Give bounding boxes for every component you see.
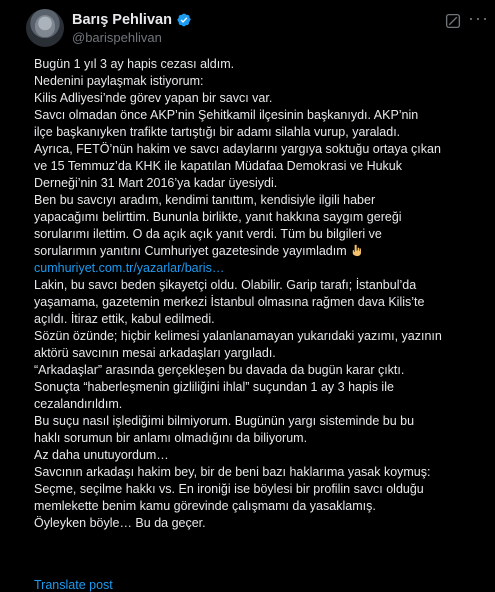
tweet-line: Lakin, bu savcı beden şikayetçi oldu. Olabilir. Garip tarafı; İstanbul’da [34,278,417,292]
author-display-name[interactable]: Barış Pehlivan [72,12,172,28]
tweet-line: Ayrıca, FETÖ’nün hakim ve savcı adaylarını yargıya soktuğu ortaya çıkan [34,142,441,156]
tweet-line-text: sorularımın yanıtını Cumhuriyet gazetesinde yayımladım [34,244,347,258]
tweet-line: Seçme, seçilme hakkı vs. En ironiği ise böylesi bir profilin savcı olduğu [34,482,424,496]
translate-post-link[interactable]: Translate post [34,578,113,592]
tweet-line: Nedenini paylaşmak istiyorum: [34,74,204,88]
tweet-line: haklı sorumun bir anlamı olmadığını da biliyorum. [34,431,308,445]
pointing-down-emoji-icon [350,244,363,257]
author-name-row [72,11,192,29]
tweet-line: Öyleyken böyle… Bu da geçer. [34,516,206,530]
tweet-line: sorularımı ilettim. O da açık açık yanıt verdi. Tüm bu bilgileri ve [34,227,382,241]
tweet-line: memlekette benim kamu görevinde çalışmamı da yasaklamış. [34,499,376,513]
tweet-line: aktörü savcının mesai arkadaşları yargıladı. [34,346,276,360]
tweet-line: Bu suçu nasıl işlediğimi bilmiyorum. Bugünün yargı sisteminde bu bu [34,414,415,428]
tweet-line: Sözün özünde; hiçbir kelimesi yalanlanamayan yukarıdaki yazımı, yazının [34,329,442,343]
tweet-line: açıldı. İtiraz ettik, kabul edilmedi. [34,312,215,326]
article-link-text[interactable]: cumhuriyet.com.tr/yazarlar/baris… [34,261,225,275]
tweet-line: Derneği’nin 31 Mart 2016’ya kadar üyesiydi. [34,176,278,190]
tweet-line: Ben bu savcıyı aradım, kendimi tanıttım, kendisiyle ilgili haber [34,193,376,207]
tweet-header [26,8,489,48]
tweet-line: Bugün 1 yıl 3 ay hapis cezası aldım. [34,57,235,71]
tweet-line: cezalandırıldım. [34,397,123,411]
verified-badge-icon [176,12,192,28]
tweet-line: Savcı olmadan önce AKP’nin Şehitkamil ilçesinin başkanıydı. AKP’nin [34,108,419,122]
tweet-line: yapacağımı belirttim. Bununla birlikte, yanıt hakkına saygım gereği [34,210,402,224]
tweet-line: Az daha unutuyordum… [34,448,169,462]
tweet-text [34,56,486,532]
avatar-silhouette [35,15,55,37]
tweet-line: ilçe başkanıyken trafikte tartıştığı bir adamı silahla vurup, yaraladı. [34,125,401,139]
tweet-line: Sonuçta “haberleşmenin gizliliğini ihlal” suçundan 1 ay 3 hapis ile [34,380,394,394]
author-handle[interactable]: @barispehlivan [72,30,162,45]
article-link[interactable] [34,260,486,277]
more-options-button[interactable]: ··· [468,8,489,28]
tweet-line: “Arkadaşlar” arasında gerçekleşen bu davada da bugün karar çıktı. [34,363,405,377]
tweet-line [34,243,486,260]
tweet-line: Savcının arkadaşı hakim bey, bir de beni bazı haklarıma yasak koymuş: [34,465,431,479]
tweet-line: Kilis Adliyesi’nde görev yapan bir savcı var. [34,91,273,105]
tweet-line: yaşamama, gazetemin merkezi İstanbul olmasına rağmen dava Kilis’te [34,295,425,309]
tweet-line: ve 15 Temmuz’da KHK ile kapatılan Müdafaa Demokrasi ve Hukuk [34,159,402,173]
author-avatar[interactable] [26,9,64,47]
grok-icon[interactable] [444,12,462,30]
